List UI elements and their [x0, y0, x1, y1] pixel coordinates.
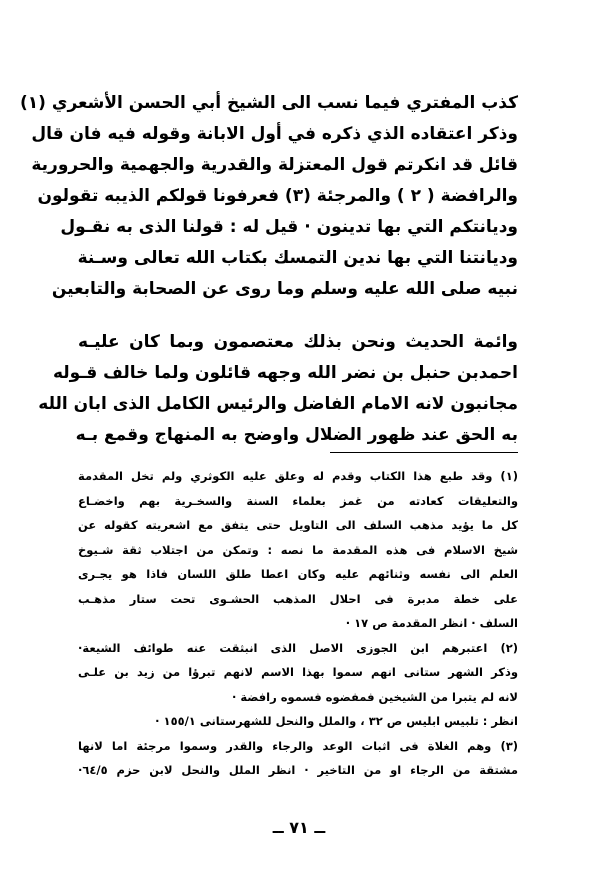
body-line: نبيه صلى الله عليه وسلم وما روى عن الصحابة والتابعين [51, 279, 518, 299]
footnote-line: كل ما يؤيد مذهب السلف الى التاويل حتى يتفق مع اشعريته كقوله عن [78, 518, 518, 532]
footnote-line: مشتقة من الرجاء او من التاخير · انظر الملل والنحل لابن حزم ٦٤/٥· [78, 763, 518, 777]
paragraph-gap [78, 305, 518, 327]
body-line: والرافضة ( ٢ ) والمرجئة (٣) فعرفونا قولكم الذيبه تقولون [37, 186, 518, 206]
body-line: قائل قد انكرتم قول المعتزلة والقدرية والجهمية والحرورية [31, 155, 518, 175]
body-line: احمدبن حنبل بن نضر الله وجهه قائلون ولما خالف قـوله [52, 363, 518, 383]
body-line: مجانبون لانه الامام الفاضل والرئيس الكامل الذى ابان الله [38, 394, 518, 414]
footnotes-block [78, 464, 518, 783]
footnote-line: العلم الى نفسه وثنائهم عليه وكان اعطا طلق اللسان فاذا هو يجـرى [78, 567, 518, 581]
footnote-line: انظر : تلبيس ابليس ص ٣٢ ، والملل والنحل للشهرستانى ١٥٥/١ · [155, 714, 518, 728]
body-line: وديانتنا التي بها ندين التمسك بكتاب الله تعالى وسـنة [77, 248, 518, 268]
body-line: وائمة الحديث ونحن بذلك معتصمون وبما كان عليـه [78, 332, 518, 352]
footnote-separator [330, 452, 518, 453]
footnote-line: والتعليقات كعادته من غمز بعلماء السنة والسخـرية بهم واخضـاع [78, 493, 518, 508]
body-line: وذكر اعتقاده الذي ذكره في أول الابانة وقوله فيه فان قال [31, 124, 518, 144]
footnote-line: لانه لم يتبرا من الشيخين فمفضوه فسموه رافضة · [231, 689, 518, 704]
footnote-line: السلف · انظر المقدمة ص ١٧ · [345, 616, 518, 630]
footnote-line: (١) وقد طبع هذا الكتاب وقدم له وعلق عليه الكوثري ولم تخل المقدمة [78, 469, 518, 483]
footnote-line: على خطة مدبرة فى احلال المذهب الحشـوى تحت ستار مذهـب [78, 591, 518, 606]
page-number: ــ ٧١ ــ [272, 818, 326, 837]
footnote-line: شيخ الاسلام فى هذه المقدمة ما نصه : وتمكن من اجتلاب ثقة شـيوخ [78, 542, 518, 557]
body-line: وديانتكم التي بها تدينون · قيل له : قولنا الذى به نقـول [60, 217, 518, 237]
footnote-line: وذكر الشهر ستانى انهم سموا بهذا الاسم لانهم تبرؤا من زيد بن علـى [78, 665, 518, 679]
main-body-text [20, 88, 518, 451]
footnote-line: (٢) اعتبرهم ابن الجوزى الاصل الذى انبثقت عنه طوائف الشيعة· [78, 640, 518, 655]
footnote-line: (٣) وهم الغلاة فى اثبات الوعد والرجاء والقدر وسموا مرجئة اما لانها [78, 738, 518, 753]
body-line: كذب المفتري فيما نسب الى الشيخ أبي الحسن الأشعري (١) [20, 93, 518, 113]
body-line: به الحق عند ظهور الضلال واوضح به المنهاج وقمع بـه [75, 425, 518, 445]
